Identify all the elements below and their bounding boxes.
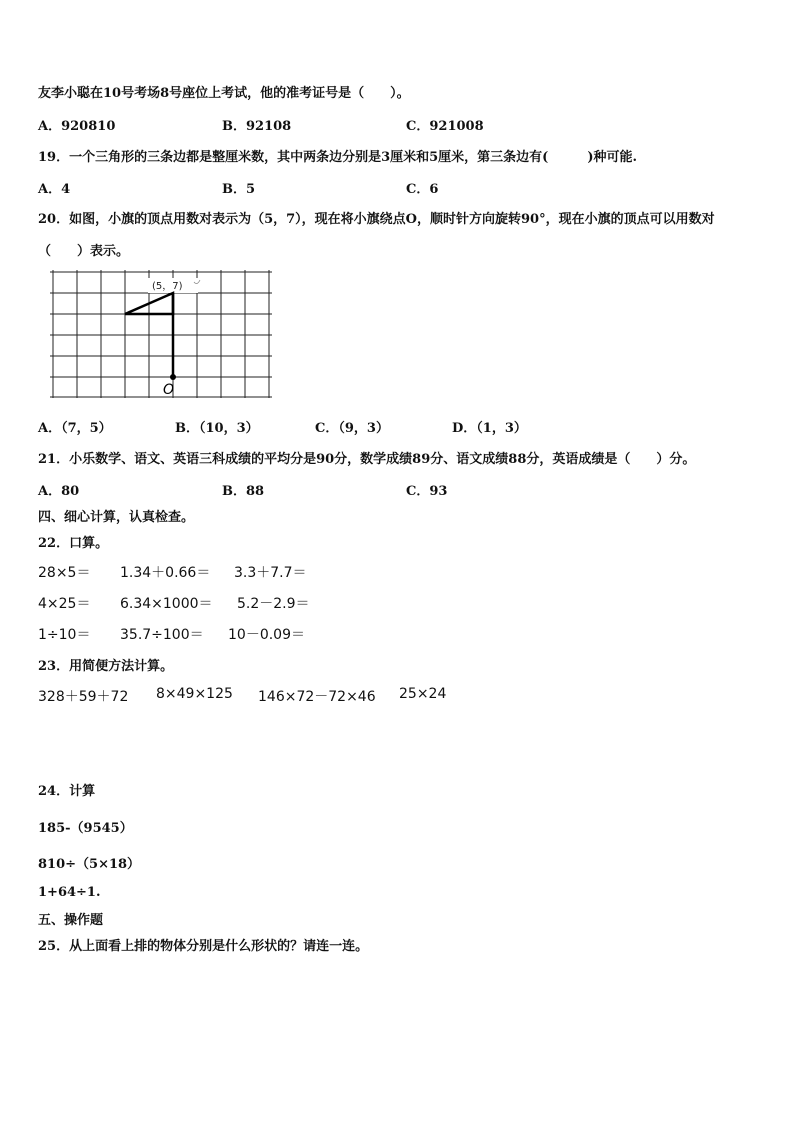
q24-item-3: 1+64÷1. [38, 885, 101, 900]
q23-item-2: 8×49×125 [156, 686, 233, 702]
section5-title: 五、操作题 [38, 913, 104, 928]
q21-option-a: A．80 [38, 484, 80, 499]
q21-option-c: C．93 [406, 484, 448, 499]
q22-r2-c3: 5.2－2.9＝ [237, 596, 310, 612]
q20-option-d: D．（1，3） [452, 421, 527, 436]
q22-r1-c1: 28×5＝ [38, 565, 91, 581]
q23-item-3: 146×72－72×46 [258, 689, 376, 705]
q22-r3-c1: 1÷10＝ [38, 627, 91, 643]
q18-option-b: B．92108 [222, 119, 292, 134]
q21-stem: 21．小乐数学、语文、英语三科成绩的平均分是90分，数学成绩89分、语文成绩88分，英语成绩是（ ）分。 [38, 452, 696, 467]
q18-option-c: C．921008 [406, 119, 484, 134]
q20-option-c: C．（9，3） [315, 421, 389, 436]
q24-item-2: 810÷（5×18） [38, 857, 141, 872]
vertex-label: (5，7) [152, 281, 183, 292]
q18-option-a: A．920810 [38, 119, 116, 134]
q22-r1-c2: 1.34＋0.66＝ [120, 565, 211, 581]
section4-title: 四、细心计算，认真检查。 [38, 510, 195, 525]
q19-stem: 19．一个三角形的三条边都是整厘米数，其中两条边分别是3厘米和5厘米，第三条边有( )种可能. [38, 150, 638, 165]
q22-r2-c1: 4×25＝ [38, 596, 91, 612]
q23-title: 23．用简便方法计算。 [38, 659, 174, 674]
q20-option-b: B．（10，3） [175, 421, 259, 436]
q19-option-b: B．5 [222, 182, 256, 197]
q19-option-a: A．4 [38, 182, 71, 197]
q23-item-4: 25×24 [399, 686, 447, 702]
q22-r2-c2: 6.34×1000＝ [120, 596, 213, 612]
q19-option-c: C．6 [406, 182, 439, 197]
q20-option-a: A．（7，5） [38, 421, 112, 436]
q20-stem-line2: （ ）表示。 [38, 244, 130, 259]
origin-label: O [163, 382, 175, 398]
flag-grid-svg [50, 270, 272, 398]
q18-stem: 友李小聪在10号考场8号座位上考试，他的准考证号是（ ）。 [38, 86, 410, 101]
q20-stem-line1: 20．如图，小旗的顶点用数对表示为（5，7），现在将小旗绕点O，顺时针方向旋转90°，现在小旗的顶点可以用数对 [38, 212, 715, 227]
q25-stem: 25．从上面看上排的物体分别是什么形状的？请连一连。 [38, 939, 369, 954]
q22-r3-c2: 35.7÷100＝ [120, 627, 204, 643]
q24-item-1: 185-（9545） [38, 821, 133, 836]
q24-title: 24．计算 [38, 784, 96, 799]
origin-point [170, 374, 176, 380]
q22-r3-c3: 10－0.09＝ [228, 627, 305, 643]
q22-title: 22．口算。 [38, 536, 109, 551]
flag-grid-figure [50, 270, 272, 398]
q21-option-b: B．88 [222, 484, 265, 499]
q23-item-1: 328＋59＋72 [38, 689, 129, 705]
q22-r1-c3: 3.3＋7.7＝ [234, 565, 307, 581]
